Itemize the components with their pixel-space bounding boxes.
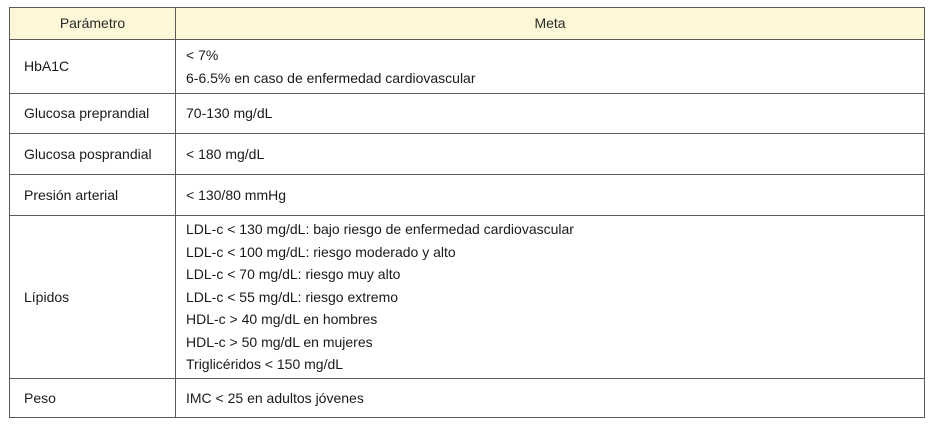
row-parametro-glucosa-preprandial: Glucosa preprandial	[10, 94, 176, 134]
row-parametro-peso: Peso	[10, 379, 176, 418]
meta-line: < 130/80 mmHg	[186, 186, 286, 203]
row-parametro-lipidos: Lípidos	[10, 216, 176, 379]
header-parametro: Parámetro	[10, 8, 176, 40]
meta-line: LDL-c < 55 mg/dL: riesgo extremo	[186, 288, 399, 305]
row-meta-glucosa-preprandial	[176, 94, 925, 134]
table-row	[10, 94, 925, 134]
targets-table	[9, 7, 925, 418]
row-meta-lipidos	[176, 216, 925, 379]
targets-table-container	[9, 7, 924, 418]
row-meta-peso	[176, 379, 925, 418]
meta-line: HDL-c > 40 mg/dL en hombres	[186, 311, 378, 328]
table-row	[10, 379, 925, 418]
meta-line: 6-6.5% en caso de enfermedad cardiovascular	[186, 69, 476, 86]
row-parametro-presion-arterial: Presión arterial	[10, 175, 176, 216]
row-meta-presion-arterial	[176, 175, 925, 216]
meta-line: < 7%	[186, 47, 219, 63]
table-header-row	[10, 8, 925, 40]
meta-line: HDL-c > 50 mg/dL en mujeres	[186, 333, 373, 350]
row-meta-hba1c	[176, 40, 925, 94]
row-parametro-glucosa-posprandial: Glucosa posprandial	[10, 134, 176, 175]
table-row	[10, 216, 925, 379]
meta-line: LDL-c < 130 mg/dL: bajo riesgo de enfermedad cardiovascular	[186, 221, 574, 238]
meta-line: 70-130 mg/dL	[186, 105, 273, 122]
meta-line: LDL-c < 70 mg/dL: riesgo muy alto	[186, 266, 401, 283]
meta-line: < 180 mg/dL	[186, 145, 265, 162]
table-row	[10, 175, 925, 216]
table-row	[10, 40, 925, 94]
row-parametro-hba1c: HbA1C	[10, 40, 176, 94]
row-meta-glucosa-posprandial	[176, 134, 925, 175]
table-row	[10, 134, 925, 175]
meta-line: IMC < 25 en adultos jóvenes	[186, 389, 364, 406]
meta-line: LDL-c < 100 mg/dL: riesgo moderado y alto	[186, 243, 456, 260]
meta-line: Triglicéridos < 150 mg/dL	[186, 356, 344, 373]
header-meta: Meta	[176, 8, 925, 40]
